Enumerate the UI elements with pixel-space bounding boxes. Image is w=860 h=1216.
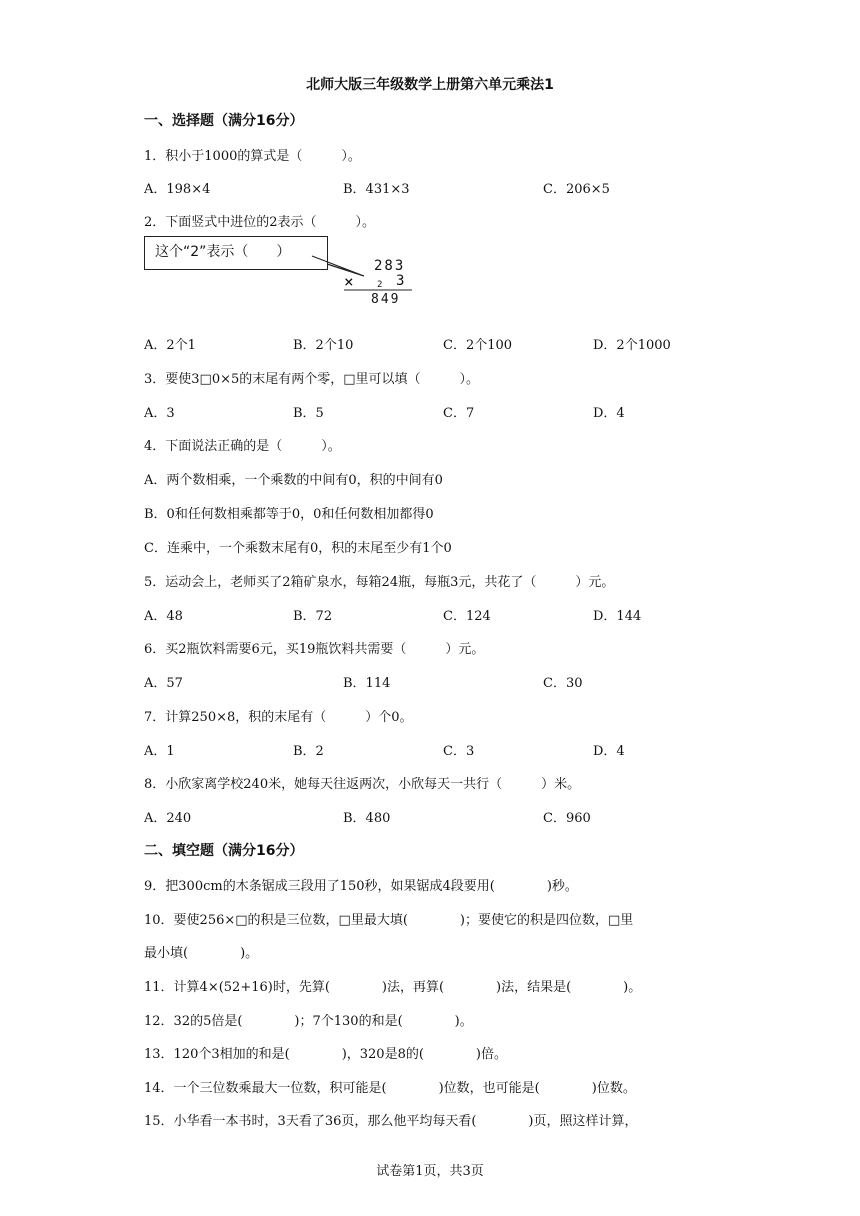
question-11: 11．计算4×(52+16)时，先算( )法，再算( )法，结果是( )。 — [144, 980, 642, 995]
q8-option-a: A．240 — [144, 811, 192, 826]
question-7: 7．计算250×8，积的末尾有（ ）个0。 — [144, 710, 413, 725]
question-6: 6．买2瓶饮料需要6元，买19瓶饮料共需要（ ）元。 — [144, 642, 485, 657]
q7-option-d: D．4 — [593, 744, 625, 759]
question-14: 14．一个三位数乘最大一位数，积可能是( )位数，也可能是( )位数。 — [144, 1081, 636, 1096]
vertical-multiplication-figure — [144, 236, 424, 316]
page-footer: 试卷第1页，共3页 — [376, 1164, 484, 1179]
question-10-line-2: 最小填( )。 — [144, 946, 259, 961]
carry-digit: 2 — [377, 280, 385, 290]
multiplier: 3 — [396, 273, 407, 289]
q6-option-b: B．114 — [343, 676, 391, 691]
product: 849 — [371, 292, 401, 307]
section-heading-fill: 二、填空题（满分16分） — [144, 843, 304, 859]
question-10-line-1: 10．要使256×□的积是三位数，□里最大填( )；要使它的积是四位数，□里 — [144, 913, 634, 928]
q3-option-c: C．7 — [443, 406, 475, 421]
q3-option-d: D．4 — [593, 406, 625, 421]
page-title: 北师大版三年级数学上册第六单元乘法1 — [306, 77, 554, 93]
q7-option-c: C．3 — [443, 744, 475, 759]
q1-option-c: C．206×5 — [543, 182, 610, 197]
question-4: 4．下面说法正确的是（ ）。 — [144, 439, 341, 454]
q1-option-a: A．198×4 — [144, 182, 211, 197]
q5-option-a: A．48 — [144, 609, 183, 624]
q1-option-b: B．431×3 — [343, 182, 410, 197]
question-12: 12．32的5倍是( )；7个130的和是( )。 — [144, 1014, 473, 1029]
section-heading-choice: 一、选择题（满分16分） — [144, 113, 304, 129]
question-15: 15．小华看一本书时，3天看了36页，那么他平均每天看( )页，照这样计算， — [144, 1114, 638, 1129]
q4-option-a: A．两个数相乘，一个乘数的中间有0，积的中间有0 — [144, 473, 443, 488]
q3-option-a: A．3 — [144, 406, 175, 421]
q4-option-c: C．连乘中，一个乘数末尾有0，积的末尾至少有1个0 — [144, 541, 452, 556]
q5-option-b: B．72 — [293, 609, 333, 624]
question-9: 9．把300cm的木条锯成三段用了150秒，如果锯成4段要用( )秒。 — [144, 879, 578, 894]
q8-option-c: C．960 — [543, 811, 591, 826]
q2-option-b: B．2个10 — [293, 338, 354, 353]
q6-option-a: A．57 — [144, 676, 183, 691]
multiplicand: 283 — [374, 258, 406, 274]
q8-option-b: B．480 — [343, 811, 391, 826]
question-8: 8．小欣家离学校240米，她每天往返两次，小欣每天一共行（ ）米。 — [144, 777, 581, 792]
q3-option-b: B．5 — [293, 406, 324, 421]
q4-option-b: B．0和任何数相乘都等于0，0和任何数相加都得0 — [144, 507, 434, 522]
q2-option-a: A．2个1 — [144, 338, 196, 353]
q5-option-c: C．124 — [443, 609, 491, 624]
q5-option-d: D．144 — [593, 609, 642, 624]
question-5: 5．运动会上，老师买了2箱矿泉水，每箱24瓶，每瓶3元，共花了（ ）元。 — [144, 575, 615, 590]
q2-option-c: C．2个100 — [443, 338, 513, 353]
question-3: 3．要使3□0×5的末尾有两个零，□里可以填（ ）。 — [144, 372, 480, 387]
q7-option-b: B．2 — [293, 744, 324, 759]
times-sign: × — [344, 272, 356, 291]
q2-option-d: D．2个1000 — [593, 338, 671, 353]
question-1: 1．积小于1000的算式是（ ）。 — [144, 149, 361, 164]
question-2: 2．下面竖式中进位的2表示（ ）。 — [144, 215, 376, 230]
q7-option-a: A．1 — [144, 744, 175, 759]
callout-box: 这个“2”表示（ ） — [144, 236, 328, 270]
question-13: 13．120个3相加的和是( )，320是8的( )倍。 — [144, 1047, 507, 1062]
q6-option-c: C．30 — [543, 676, 583, 691]
